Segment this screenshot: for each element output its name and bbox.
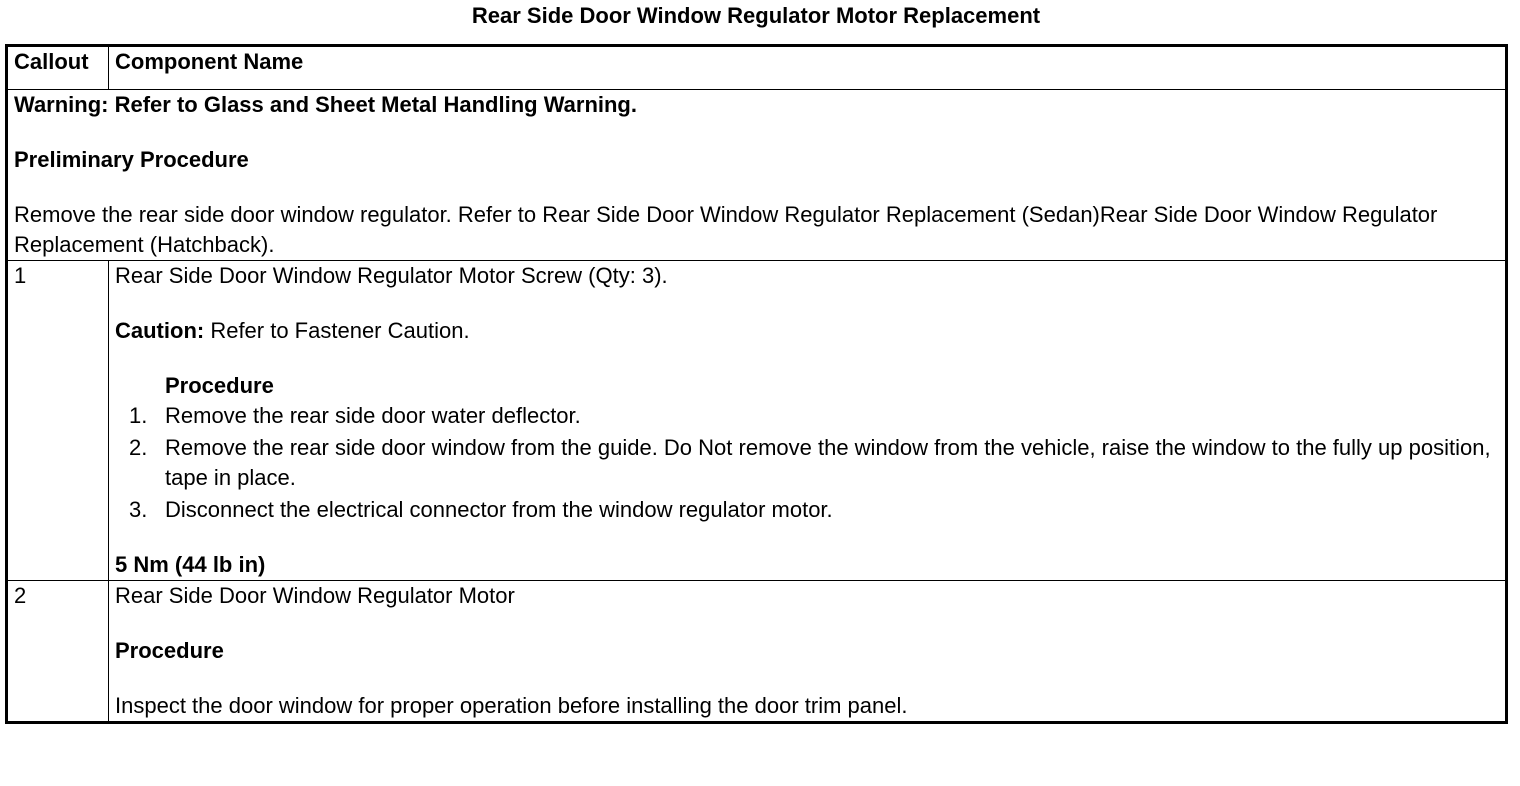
step-number: 3.	[129, 497, 148, 522]
callout-number: 2	[7, 581, 109, 723]
procedure-text: Inspect the door window for proper operation before installing the door trim panel.	[115, 693, 908, 718]
list-item	[115, 433, 1499, 493]
list-item	[115, 495, 1499, 525]
preliminary-procedure-text: Remove the rear side door window regulator. Refer to Rear Side Door Window Regulator Replacement (Sedan)Rear Side Door Window Regulator Replacement (Hatchback).	[14, 202, 1438, 257]
torque-spec: 5 Nm (44 lb in)	[115, 552, 266, 577]
glass-handling-warning: Warning: Refer to Glass and Sheet Metal Handling Warning.	[14, 92, 637, 117]
component-cell	[109, 581, 1507, 723]
step-number: 1.	[129, 403, 148, 428]
component-name: Rear Side Door Window Regulator Motor	[115, 583, 515, 608]
preamble-row	[7, 90, 1507, 261]
caution-text: Refer to Fastener Caution.	[204, 318, 470, 343]
component-cell	[109, 261, 1507, 581]
step-text: Disconnect the electrical connector from the window regulator motor.	[165, 497, 833, 522]
page-title: Rear Side Door Window Regulator Motor Replacement	[471, 3, 1041, 28]
list-item	[115, 401, 1499, 431]
component-name-column-header: Component Name	[109, 46, 1507, 90]
step-number: 2.	[129, 435, 148, 460]
procedure-table	[5, 44, 1508, 724]
caution-label: Caution:	[115, 318, 205, 343]
step-text: Remove the rear side door water deflector.	[165, 403, 581, 428]
callout-number: 1	[7, 261, 109, 581]
procedure-heading: Procedure	[115, 638, 224, 663]
preliminary-procedure-heading: Preliminary Procedure	[14, 147, 249, 172]
procedure-heading: Procedure	[165, 373, 274, 398]
preamble-cell	[7, 90, 1507, 261]
callout-column-header: Callout	[7, 46, 109, 90]
table-row	[7, 261, 1507, 581]
table-row	[7, 581, 1507, 723]
procedure-steps	[115, 401, 1499, 525]
caution-note	[115, 316, 1499, 346]
table-header-row	[7, 46, 1507, 90]
component-name: Rear Side Door Window Regulator Motor Screw (Qty: 3).	[115, 263, 668, 288]
step-text: Remove the rear side door window from the guide. Do Not remove the window from the vehicle, raise the window to the fully up position, tape in place.	[165, 435, 1491, 490]
